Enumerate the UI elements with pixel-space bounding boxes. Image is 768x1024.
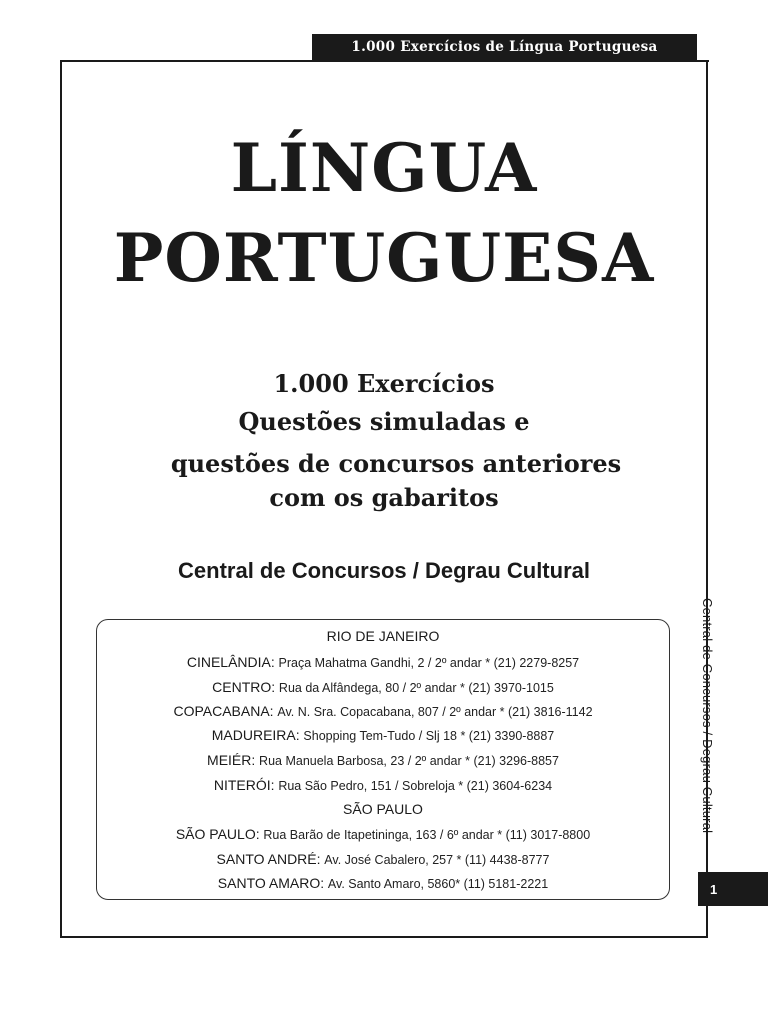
subtitle-line-3: questões de concursos anteriores [170,449,622,478]
region-heading-rj: RIO DE JANEIRO [326,628,440,644]
subtitle-line-4: com os gabaritos [269,483,499,512]
page-number-tab [698,872,768,906]
address-line [96,851,670,867]
address-line [96,826,670,842]
side-publisher-text: Central de Concursos / Degrau Cultural [700,598,715,834]
branch-detail: Shopping Tem-Tudo / Slj 18 * (21) 3390-8887 [303,729,555,743]
branch-detail: Rua da Alfândega, 80 / 2º andar * (21) 3970-1015 [278,681,554,695]
running-title-bar [312,34,697,60]
branch-detail: Av. José Cabalero, 257 * (11) 4438-8777 [324,853,550,867]
branch-name: SANTO AMARO: [217,875,325,891]
branch-name: NITERÓI: [213,777,275,793]
subtitle-line-1: 1.000 Exercícios [273,369,495,398]
address-line [96,875,670,891]
branch-name: CENTRO: [212,679,276,695]
address-line [96,654,670,670]
branch-name: MEIÉR: [207,752,256,768]
branch-detail: Rua Barão de Itapetininga, 163 / 6º andar * (11) 3017-8800 [263,828,591,842]
cover-title-line-2: PORTUGUESA [113,219,655,297]
running-title: 1.000 Exercícios de Língua Portuguesa [351,39,658,55]
address-line [96,777,670,793]
branch-detail: Praça Mahatma Gandhi, 2 / 2º andar * (21) 2279-8257 [278,656,580,670]
branch-name: SANTO ANDRÉ: [216,851,321,867]
address-line [96,679,670,695]
branch-detail: Av. Santo Amaro, 5860* (11) 5181-2221 [327,877,549,891]
branch-detail: Rua São Pedro, 151 / Sobreloja * (21) 3604-6234 [278,779,553,793]
publisher-name: Central de Concursos / Degrau Cultural [178,558,590,583]
page-number: 1 [710,881,718,897]
cover-title-line-1: LÍNGUA [230,129,538,207]
branch-detail: Rua Manuela Barbosa, 23 / 2º andar * (21) 3296-8857 [259,754,559,768]
branch-detail: Av. N. Sra. Copacabana, 807 / 2º andar * (21) 3816-1142 [277,705,593,719]
address-line [96,703,670,719]
branch-name: MADUREIRA: [211,727,300,743]
branch-name: CINELÂNDIA: [186,654,275,670]
region-heading-sp: SÃO PAULO [343,801,423,817]
subtitle-line-2: Questões simuladas e [238,407,530,436]
branch-name: COPACABANA: [173,703,274,719]
address-line [96,752,670,768]
address-line [96,727,670,743]
branch-name: SÃO PAULO: [175,826,260,842]
